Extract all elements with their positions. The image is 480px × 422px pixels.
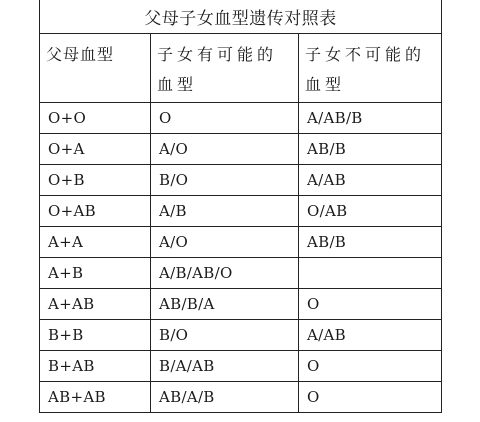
cell-impossible: A/AB xyxy=(299,320,442,351)
cell-parents: A+A xyxy=(40,227,151,258)
table-row xyxy=(40,103,442,134)
cell-possible: AB/B/A xyxy=(151,289,299,320)
table-title: 父母子女血型遗传对照表 xyxy=(40,0,442,34)
cell-impossible: O xyxy=(299,351,442,382)
header-row xyxy=(40,34,442,103)
title-row xyxy=(40,0,442,34)
cell-possible: O xyxy=(151,103,299,134)
cell-possible: AB/A/B xyxy=(151,382,299,413)
table-body xyxy=(40,103,442,413)
cell-parents: A+B xyxy=(40,258,151,289)
header-impossible: 子女不可能的血型 xyxy=(299,34,442,103)
cell-parents: O+B xyxy=(40,165,151,196)
cell-impossible: O/AB xyxy=(299,196,442,227)
table-row xyxy=(40,165,442,196)
cell-impossible: AB/B xyxy=(299,134,442,165)
cell-parents: AB+AB xyxy=(40,382,151,413)
cell-parents: O+AB xyxy=(40,196,151,227)
header-parents: 父母血型 xyxy=(40,34,151,103)
cell-possible: A/O xyxy=(151,227,299,258)
cell-possible: B/O xyxy=(151,165,299,196)
table-row xyxy=(40,227,442,258)
table-row xyxy=(40,196,442,227)
cell-impossible: AB/B xyxy=(299,227,442,258)
table-row xyxy=(40,289,442,320)
blood-type-table xyxy=(39,0,442,413)
table-row xyxy=(40,382,442,413)
blood-type-table-container xyxy=(39,0,441,413)
cell-parents: A+AB xyxy=(40,289,151,320)
cell-possible: A/O xyxy=(151,134,299,165)
cell-impossible: A/AB xyxy=(299,165,442,196)
cell-parents: O+O xyxy=(40,103,151,134)
table-row xyxy=(40,351,442,382)
header-possible: 子女有可能的血型 xyxy=(151,34,299,103)
cell-impossible xyxy=(299,258,442,289)
table-row xyxy=(40,320,442,351)
cell-parents: B+B xyxy=(40,320,151,351)
cell-parents: B+AB xyxy=(40,351,151,382)
cell-parents: O+A xyxy=(40,134,151,165)
table-row xyxy=(40,134,442,165)
cell-possible: B/O xyxy=(151,320,299,351)
cell-possible: B/A/AB xyxy=(151,351,299,382)
cell-possible: A/B xyxy=(151,196,299,227)
table-row xyxy=(40,258,442,289)
cell-possible: A/B/AB/O xyxy=(151,258,299,289)
cell-impossible: O xyxy=(299,289,442,320)
cell-impossible: O xyxy=(299,382,442,413)
cell-impossible: A/AB/B xyxy=(299,103,442,134)
